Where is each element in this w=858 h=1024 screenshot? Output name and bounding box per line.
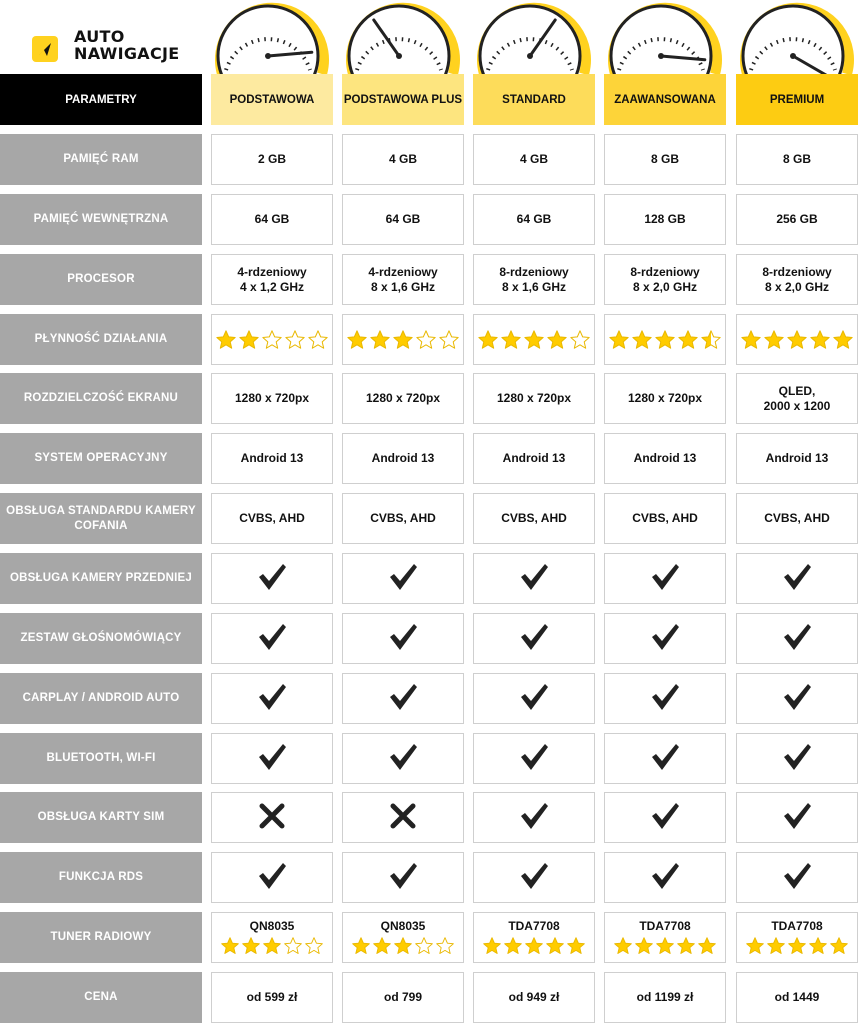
checkmark-icon — [255, 560, 289, 594]
tier-header-1: PODSTAWOWA — [211, 74, 333, 125]
parameters-header: PARAMETRY — [0, 74, 202, 125]
star-filled-icon — [766, 936, 786, 956]
param-label: OBSŁUGA KAMERY PRZEDNIEJ — [0, 553, 202, 604]
value-text: CVBS, AHD — [370, 511, 436, 525]
value-cell — [736, 493, 858, 544]
value-cell — [604, 553, 726, 604]
star-half-icon — [700, 329, 722, 351]
value-cell — [211, 254, 333, 305]
value-text: 8 x 2,0 GHz — [764, 279, 830, 294]
value-text: 8 GB — [782, 152, 811, 166]
unsupported-mark — [255, 799, 289, 837]
checkmark-icon — [648, 680, 682, 714]
value-cell — [604, 972, 726, 1023]
star-empty-icon — [304, 936, 324, 956]
value-cell — [211, 314, 333, 365]
param-label: BLUETOOTH, WI-FI — [0, 733, 202, 784]
star-filled-icon — [477, 329, 499, 351]
supported-mark — [386, 560, 420, 598]
cross-icon — [255, 799, 289, 833]
cross-icon — [386, 799, 420, 833]
value-cell — [736, 792, 858, 843]
value-cell — [604, 852, 726, 903]
star-filled-icon — [392, 329, 414, 351]
star-filled-icon — [786, 329, 808, 351]
value-cell — [604, 733, 726, 784]
value-text: Android 13 — [502, 451, 566, 465]
star-filled-icon — [566, 936, 586, 956]
supported-mark — [780, 620, 814, 658]
value-cell — [473, 733, 595, 784]
value-cell — [473, 852, 595, 903]
star-rating — [482, 936, 586, 956]
value-cell — [604, 373, 726, 424]
value-cell — [736, 613, 858, 664]
star-filled-icon — [238, 329, 260, 351]
value-text: 8 x 2,0 GHz — [632, 279, 698, 294]
supported-mark — [780, 859, 814, 897]
value-cell — [604, 792, 726, 843]
value-cell — [736, 194, 858, 245]
value-text: 2000 x 1200 — [763, 398, 831, 413]
supported-mark — [648, 620, 682, 658]
star-filled-icon — [829, 936, 849, 956]
value-text: Android 13 — [765, 451, 829, 465]
value-cell — [211, 852, 333, 903]
value-cell — [211, 194, 333, 245]
supported-mark — [780, 560, 814, 598]
param-label: ZESTAW GŁOŚNOMÓWIĄCY — [0, 613, 202, 664]
value-cell — [736, 972, 858, 1023]
supported-mark — [255, 740, 289, 778]
star-filled-icon — [346, 329, 368, 351]
value-cell — [342, 912, 464, 963]
value-cell — [473, 314, 595, 365]
star-filled-icon — [369, 329, 391, 351]
star-filled-icon — [787, 936, 807, 956]
value-cell — [736, 254, 858, 305]
value-text: od 949 zł — [508, 990, 560, 1004]
star-filled-icon — [241, 936, 261, 956]
value-text: 8 GB — [650, 152, 679, 166]
checkmark-icon — [255, 620, 289, 654]
star-filled-icon — [809, 329, 831, 351]
supported-mark — [386, 620, 420, 658]
value-cell — [211, 553, 333, 604]
star-empty-icon — [283, 936, 303, 956]
value-text: 8 x 1,6 GHz — [501, 279, 567, 294]
value-cell — [736, 852, 858, 903]
value-cell — [473, 373, 595, 424]
star-rating — [477, 329, 591, 351]
checkmark-icon — [648, 799, 682, 833]
value-text: 8-rdzeniowy — [762, 264, 832, 279]
star-empty-icon — [415, 329, 437, 351]
star-filled-icon — [545, 936, 565, 956]
star-filled-icon — [608, 329, 630, 351]
star-rating — [608, 329, 722, 351]
param-label: TUNER RADIOWY — [0, 912, 202, 963]
supported-mark — [386, 740, 420, 778]
value-cell — [473, 613, 595, 664]
star-filled-icon — [351, 936, 371, 956]
param-label: FUNKCJA RDS — [0, 852, 202, 903]
value-cell — [473, 493, 595, 544]
supported-mark — [255, 680, 289, 718]
supported-mark — [386, 680, 420, 718]
brand-name — [74, 28, 180, 62]
supported-mark — [517, 560, 551, 598]
star-filled-icon — [655, 936, 675, 956]
star-filled-icon — [745, 936, 765, 956]
value-cell — [473, 553, 595, 604]
value-cell — [604, 134, 726, 185]
star-rating — [613, 936, 717, 956]
value-text: Android 13 — [371, 451, 435, 465]
supported-mark — [517, 859, 551, 897]
brand-logo — [32, 28, 202, 68]
speedometer-icon — [476, 0, 592, 74]
value-text: od 599 zł — [246, 990, 298, 1004]
value-cell — [342, 194, 464, 245]
star-filled-icon — [215, 329, 237, 351]
value-cell — [736, 733, 858, 784]
supported-mark — [648, 560, 682, 598]
checkmark-icon — [648, 560, 682, 594]
value-text: 1280 x 720px — [365, 391, 441, 405]
value-cell — [604, 493, 726, 544]
star-filled-icon — [393, 936, 413, 956]
value-cell — [342, 852, 464, 903]
supported-mark — [255, 560, 289, 598]
value-cell — [473, 912, 595, 963]
value-cell — [211, 373, 333, 424]
star-filled-icon — [523, 329, 545, 351]
star-empty-icon — [414, 936, 434, 956]
star-empty-icon — [261, 329, 283, 351]
value-text: 4-rdzeniowy — [368, 264, 438, 279]
param-label: CARPLAY / ANDROID AUTO — [0, 673, 202, 724]
checkmark-icon — [517, 680, 551, 714]
checkmark-icon — [517, 740, 551, 774]
star-filled-icon — [740, 329, 762, 351]
value-cell — [473, 194, 595, 245]
value-text: 1280 x 720px — [496, 391, 572, 405]
star-filled-icon — [372, 936, 392, 956]
supported-mark — [255, 859, 289, 897]
checkmark-icon — [780, 680, 814, 714]
value-cell — [473, 972, 595, 1023]
value-cell — [342, 134, 464, 185]
checkmark-icon — [386, 560, 420, 594]
value-text: 8-rdzeniowy — [630, 264, 700, 279]
value-text: QLED, — [778, 383, 816, 398]
checkmark-icon — [780, 560, 814, 594]
value-cell — [736, 134, 858, 185]
unsupported-mark — [386, 799, 420, 837]
value-cell — [604, 314, 726, 365]
param-label: PAMIĘĆ RAM — [0, 134, 202, 185]
value-cell — [736, 912, 858, 963]
speedometer-icon — [345, 0, 461, 74]
tuner-chip: TDA7708 — [771, 919, 823, 933]
checkmark-icon — [386, 859, 420, 893]
supported-mark — [517, 680, 551, 718]
supported-mark — [517, 620, 551, 658]
star-filled-icon — [613, 936, 633, 956]
speedometer-icon — [739, 0, 855, 74]
value-cell — [604, 254, 726, 305]
value-cell — [211, 792, 333, 843]
star-empty-icon — [284, 329, 306, 351]
star-filled-icon — [220, 936, 240, 956]
value-cell — [342, 493, 464, 544]
tier-header-5: PREMIUM — [736, 74, 858, 125]
speedometer-icon — [214, 0, 330, 74]
value-cell — [342, 373, 464, 424]
supported-mark — [517, 799, 551, 837]
value-cell — [736, 433, 858, 484]
value-cell — [604, 912, 726, 963]
star-filled-icon — [631, 329, 653, 351]
star-empty-icon — [435, 936, 455, 956]
checkmark-icon — [648, 620, 682, 654]
checkmark-icon — [517, 620, 551, 654]
navigation-arrow-icon — [32, 36, 58, 62]
value-cell — [342, 314, 464, 365]
value-cell — [473, 134, 595, 185]
value-cell — [342, 733, 464, 784]
param-label: ROZDZIELCZOŚĆ EKRANU — [0, 373, 202, 424]
param-label: PAMIĘĆ WEWNĘTRZNA — [0, 194, 202, 245]
value-cell — [604, 433, 726, 484]
brand-line2: NAWIGACJE — [74, 44, 180, 63]
supported-mark — [517, 740, 551, 778]
star-filled-icon — [546, 329, 568, 351]
checkmark-icon — [386, 620, 420, 654]
value-cell — [736, 673, 858, 724]
supported-mark — [780, 680, 814, 718]
checkmark-icon — [780, 620, 814, 654]
value-cell — [342, 553, 464, 604]
value-text: 1280 x 720px — [627, 391, 703, 405]
value-text: CVBS, AHD — [501, 511, 567, 525]
param-label: PROCESOR — [0, 254, 202, 305]
value-text: Android 13 — [633, 451, 697, 465]
star-filled-icon — [482, 936, 502, 956]
brand-line1: AUTO — [74, 27, 125, 46]
value-text: 4 GB — [519, 152, 548, 166]
value-text: od 1199 zł — [636, 990, 694, 1004]
tuner-chip: QN8035 — [380, 919, 426, 933]
value-text: 64 GB — [385, 212, 421, 226]
value-text: 2 GB — [257, 152, 286, 166]
value-text: 4-rdzeniowy — [237, 264, 307, 279]
value-cell — [342, 254, 464, 305]
supported-mark — [255, 620, 289, 658]
value-text: CVBS, AHD — [239, 511, 305, 525]
speedometer-icon — [607, 0, 723, 74]
value-text: od 799 — [383, 990, 422, 1004]
supported-mark — [780, 799, 814, 837]
checkmark-icon — [648, 859, 682, 893]
checkmark-icon — [255, 680, 289, 714]
tier-header-4: ZAAWANSOWANA — [604, 74, 726, 125]
value-text: 1280 x 720px — [234, 391, 310, 405]
checkmark-icon — [255, 859, 289, 893]
value-cell — [211, 613, 333, 664]
value-cell — [342, 433, 464, 484]
value-cell — [211, 493, 333, 544]
supported-mark — [780, 740, 814, 778]
star-filled-icon — [676, 936, 696, 956]
star-filled-icon — [654, 329, 676, 351]
value-cell — [473, 673, 595, 724]
checkmark-icon — [386, 680, 420, 714]
value-cell — [211, 912, 333, 963]
value-text: CVBS, AHD — [632, 511, 698, 525]
supported-mark — [648, 740, 682, 778]
value-cell — [211, 972, 333, 1023]
value-text: 8 x 1,6 GHz — [370, 279, 436, 294]
param-label: OBSŁUGA KARTY SIM — [0, 792, 202, 843]
value-cell — [473, 792, 595, 843]
checkmark-icon — [780, 859, 814, 893]
value-text: 256 GB — [776, 212, 818, 226]
checkmark-icon — [517, 799, 551, 833]
checkmark-icon — [780, 740, 814, 774]
tuner-chip: QN8035 — [249, 919, 295, 933]
value-text: 4 GB — [388, 152, 417, 166]
star-empty-icon — [438, 329, 460, 351]
star-filled-icon — [677, 329, 699, 351]
value-text: 128 GB — [644, 212, 686, 226]
checkmark-icon — [517, 560, 551, 594]
checkmark-icon — [386, 740, 420, 774]
value-cell — [211, 134, 333, 185]
value-cell — [473, 254, 595, 305]
star-rating — [215, 329, 329, 351]
value-text: 64 GB — [516, 212, 552, 226]
value-text: od 1449 — [774, 990, 820, 1004]
value-cell — [211, 733, 333, 784]
star-filled-icon — [763, 329, 785, 351]
supported-mark — [386, 859, 420, 897]
param-label: PŁYNNOŚĆ DZIAŁANIA — [0, 314, 202, 365]
value-cell — [736, 373, 858, 424]
star-rating — [351, 936, 455, 956]
tuner-chip: TDA7708 — [508, 919, 560, 933]
value-cell — [473, 433, 595, 484]
param-label: CENA — [0, 972, 202, 1023]
star-filled-icon — [697, 936, 717, 956]
star-filled-icon — [634, 936, 654, 956]
param-label: SYSTEM OPERACYJNY — [0, 433, 202, 484]
checkmark-icon — [780, 799, 814, 833]
star-rating — [220, 936, 324, 956]
value-text: 4 x 1,2 GHz — [239, 279, 305, 294]
value-cell — [736, 314, 858, 365]
tier-header-2: PODSTAWOWA PLUS — [342, 74, 464, 125]
value-cell — [342, 792, 464, 843]
value-cell — [211, 433, 333, 484]
value-text: Android 13 — [240, 451, 304, 465]
value-text: 8-rdzeniowy — [499, 264, 569, 279]
star-filled-icon — [262, 936, 282, 956]
star-rating — [346, 329, 460, 351]
checkmark-icon — [255, 740, 289, 774]
star-rating — [740, 329, 854, 351]
value-cell — [604, 194, 726, 245]
star-filled-icon — [524, 936, 544, 956]
star-filled-icon — [832, 329, 854, 351]
supported-mark — [648, 859, 682, 897]
tier-header-3: STANDARD — [473, 74, 595, 125]
param-label: OBSŁUGA STANDARDU KAMERY COFANIA — [0, 493, 202, 544]
value-cell — [604, 613, 726, 664]
star-filled-icon — [503, 936, 523, 956]
checkmark-icon — [648, 740, 682, 774]
value-cell — [604, 673, 726, 724]
tuner-chip: TDA7708 — [639, 919, 691, 933]
star-empty-icon — [307, 329, 329, 351]
value-text: CVBS, AHD — [764, 511, 830, 525]
value-cell — [342, 613, 464, 664]
value-cell — [342, 972, 464, 1023]
star-rating — [745, 936, 849, 956]
checkmark-icon — [517, 859, 551, 893]
supported-mark — [648, 799, 682, 837]
value-cell — [211, 673, 333, 724]
value-cell — [342, 673, 464, 724]
star-filled-icon — [500, 329, 522, 351]
value-text: 64 GB — [254, 212, 290, 226]
star-filled-icon — [808, 936, 828, 956]
supported-mark — [648, 680, 682, 718]
star-empty-icon — [569, 329, 591, 351]
value-cell — [736, 553, 858, 604]
